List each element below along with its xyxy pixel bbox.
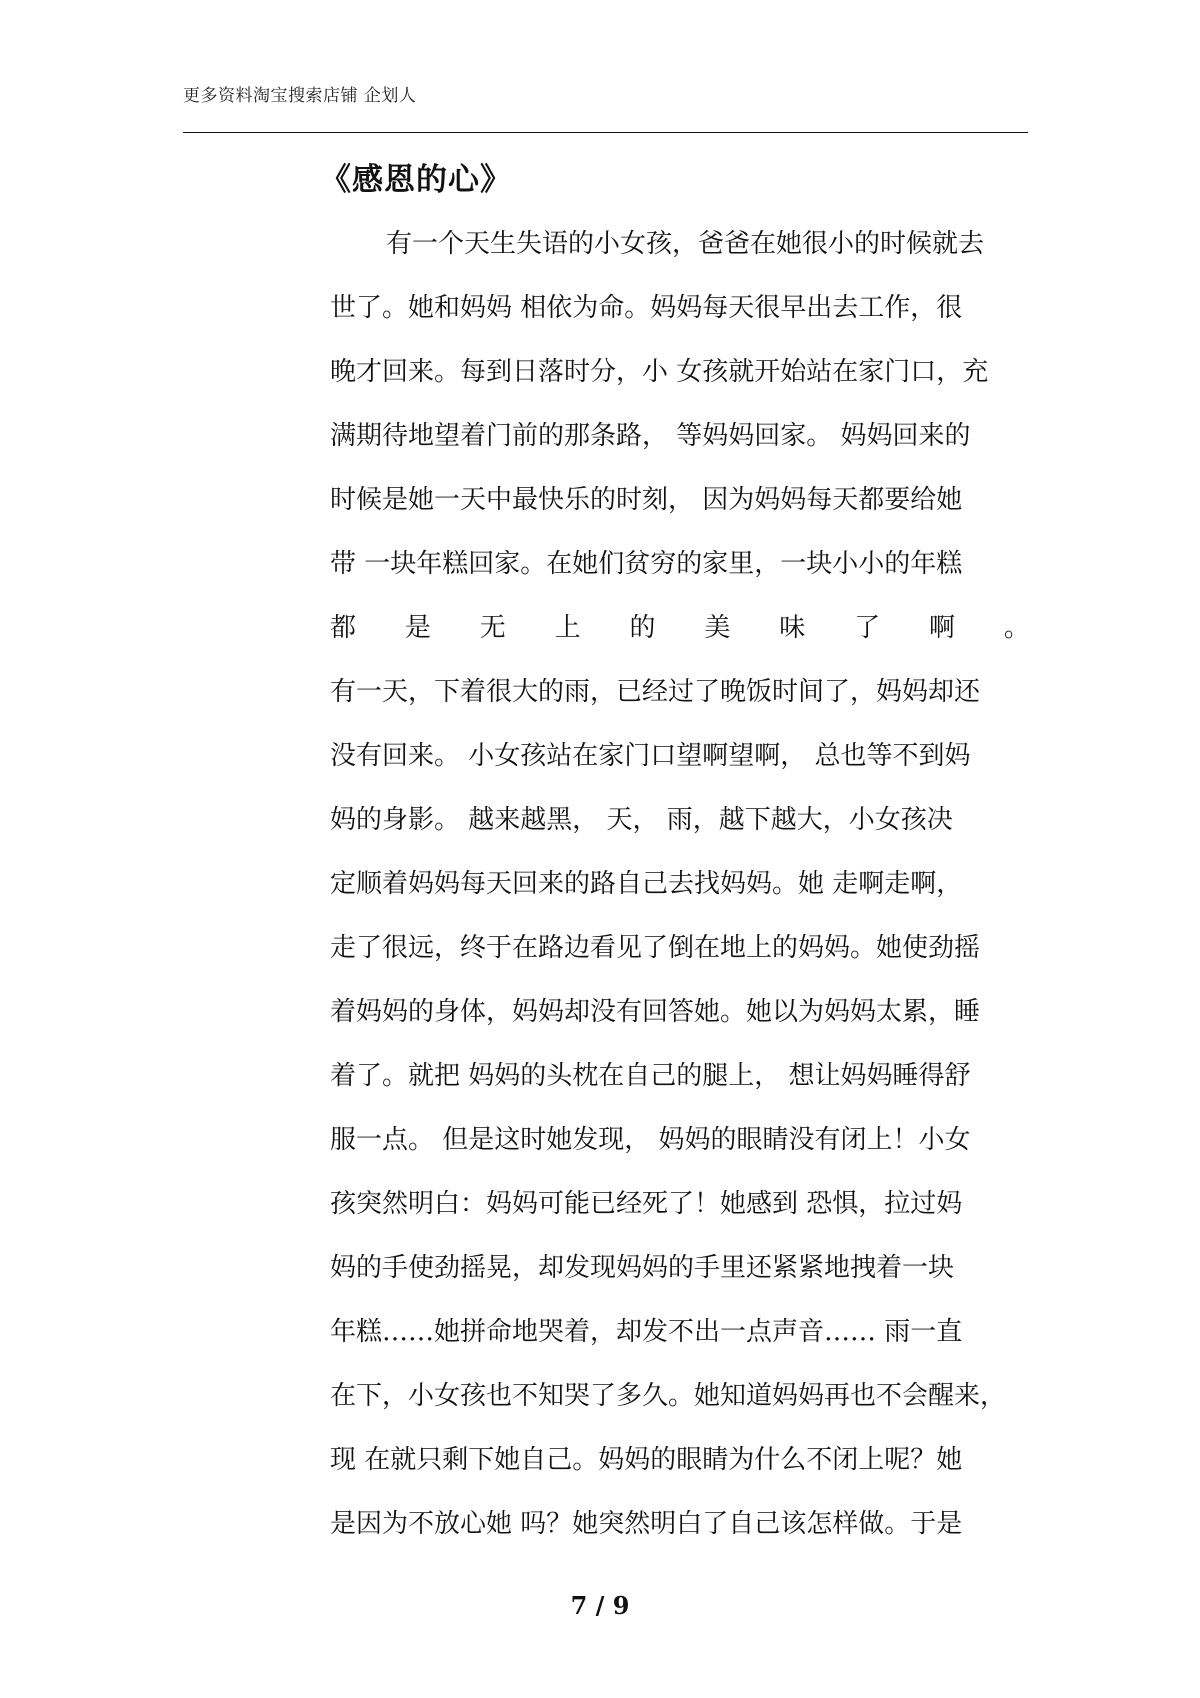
body-text <box>330 220 1030 1564</box>
body-line: 年糕……她拼命地哭着，却发不出一点声音…… 雨一直 <box>330 1317 963 1347</box>
body-line: 没有回来。 小女孩站在家门口望啊望啊， 总也等不到妈 <box>330 741 971 771</box>
body-line: 服一点。 但是这时她发现， 妈妈的眼睛没有闭上！小女 <box>330 1125 971 1155</box>
body-char: 味 <box>779 613 806 643</box>
body-char: 啊 <box>929 613 956 643</box>
body-line: 着妈妈的身体，妈妈却没有回答她。她以为妈妈太累，睡 <box>330 997 981 1027</box>
body-char: 美 <box>704 613 731 643</box>
document-title: 《感恩的心》 <box>320 162 512 198</box>
body-char: 是 <box>404 613 431 643</box>
body-line: 带 一块年糕回家。在她们贫穷的家里，一块小小的年糕 <box>330 549 963 579</box>
body-char: 上 <box>554 613 581 643</box>
body-line: 世了。她和妈妈 相依为命。妈妈每天很早出去工作，很 <box>330 293 963 323</box>
body-line: 晚才回来。每到日落时分，小 女孩就开始站在家门口，充 <box>330 357 989 387</box>
body-line: 有一个天生失语的小女孩，爸爸在她很小的时候就去 <box>386 229 985 259</box>
body-char: 。 <box>1003 613 1030 643</box>
body-line: 是因为不放心她 吗？她突然明白了自己该怎样做。于是 <box>330 1509 963 1539</box>
body-line: 时候是她一天中最快乐的时刻， 因为妈妈每天都要给她 <box>330 485 963 515</box>
page-header-text: 更多资料淘宝搜索店铺 企划人 <box>183 86 417 106</box>
page-number: 7 / 9 <box>570 1591 630 1620</box>
body-line: 在下，小女孩也不知哭了多久。她知道妈妈再也不会醒来， <box>330 1381 1007 1411</box>
body-char: 了 <box>854 613 881 643</box>
body-char: 都 <box>330 613 357 643</box>
header-divider <box>183 132 1028 133</box>
body-line: 妈的身影。 越来越黑， 天， 雨，越下越大，小女孩决 <box>330 805 953 835</box>
body-line: 现 在就只剩下她自己。妈妈的眼睛为什么不闭上呢？她 <box>330 1445 963 1475</box>
body-char: 的 <box>629 613 656 643</box>
body-line: 走了很远，终于在路边看见了倒在地上的妈妈。她使劲摇 <box>330 933 981 963</box>
body-line: 有一天，下着很大的雨，已经过了晚饭时间了，妈妈却还 <box>330 677 981 707</box>
body-line: 定顺着妈妈每天回来的路自己去找妈妈。她 走啊走啊， <box>330 869 963 899</box>
body-line-spread <box>330 604 1030 668</box>
body-line: 孩突然明白：妈妈可能已经死了！她感到 恐惧，拉过妈 <box>330 1189 963 1219</box>
body-char: 无 <box>479 613 506 643</box>
body-line: 妈的手使劲摇晃，却发现妈妈的手里还紧紧地拽着一块 <box>330 1253 955 1283</box>
body-line: 着了。就把 妈妈的头枕在自己的腿上， 想让妈妈睡得舒 <box>330 1061 971 1091</box>
body-line: 满期待地望着门前的那条路， 等妈妈回家。 妈妈回来的 <box>330 421 971 451</box>
